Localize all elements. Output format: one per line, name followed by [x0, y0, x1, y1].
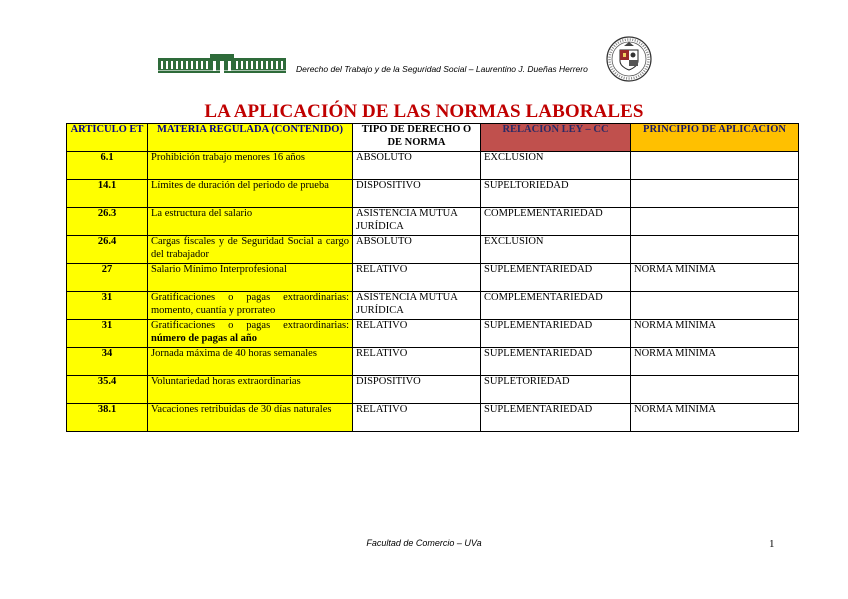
cell-articulo: 26.4	[67, 236, 148, 264]
table-row	[67, 348, 799, 376]
cell-materia	[148, 264, 353, 292]
cell-principio: NORMA MÍNIMA	[631, 404, 799, 432]
cell-tipo: ASISTENCIA MUTUA JURÍDICA	[353, 292, 481, 320]
table-row	[67, 404, 799, 432]
table-row	[67, 292, 799, 320]
page-number: 1	[769, 538, 775, 550]
cell-articulo: 38.1	[67, 404, 148, 432]
cell-materia	[148, 292, 353, 320]
cell-articulo: 31	[67, 320, 148, 348]
cell-articulo: 31	[67, 292, 148, 320]
cell-tipo: DISPOSITIVO	[353, 376, 481, 404]
header-materia: MATERIA REGULADA (CONTENIDO)	[148, 124, 353, 152]
cell-articulo: 26.3	[67, 208, 148, 236]
cell-relacion: SUPLEMENTARIEDAD	[481, 348, 631, 376]
cell-materia	[148, 348, 353, 376]
materia-text: Salario Mínimo Interprofesional	[151, 264, 287, 275]
cell-tipo: ASISTENCIA MUTUA JURÍDICA	[353, 208, 481, 236]
cell-articulo: 34	[67, 348, 148, 376]
cell-tipo: ABSOLUTO	[353, 236, 481, 264]
header-articulo: ARTÍCULO ET	[67, 124, 148, 152]
cell-relacion: SUPLEMENTARIEDAD	[481, 264, 631, 292]
cell-relacion: COMPLEMENTARIEDAD	[481, 208, 631, 236]
cell-relacion: EXCLUSIÓN	[481, 236, 631, 264]
cell-tipo: RELATIVO	[353, 404, 481, 432]
cell-materia	[148, 180, 353, 208]
cell-materia	[148, 236, 353, 264]
cell-principio: NORMA MÍNIMA	[631, 320, 799, 348]
header-principio: PRINCIPIO DE APLICACIÓN	[631, 124, 799, 152]
header-relacion: RELACIÓN LEY – CC	[481, 124, 631, 152]
cell-relacion: SUPLEMENTARIEDAD	[481, 404, 631, 432]
table-row	[67, 236, 799, 264]
table-row	[67, 264, 799, 292]
materia-text: Prohibición trabajo menores 16 años	[151, 152, 305, 163]
materia-text: Límites de duración del periodo de prueba	[151, 180, 329, 191]
running-header: Derecho del Trabajo y de la Seguridad Social – Laurentino J. Dueñas Herrero	[296, 64, 588, 74]
footer-text: Facultad de Comercio – UVa	[366, 538, 482, 548]
materia-text: Gratificaciones o pagas extraordinarias: momento, cuantía y prorrateo	[151, 292, 349, 316]
cell-materia	[148, 376, 353, 404]
cell-tipo: RELATIVO	[353, 264, 481, 292]
normas-table	[66, 123, 799, 432]
header-tipo: TIPO DE DERECHO O DE NORMA	[353, 124, 481, 152]
materia-bold-text: número de pagas al año	[151, 332, 257, 344]
cell-materia	[148, 152, 353, 180]
materia-text: La estructura del salario	[151, 208, 253, 219]
cell-relacion: COMPLEMENTARIEDAD	[481, 292, 631, 320]
materia-text: Voluntariedad horas extraordinarias	[151, 376, 301, 387]
cell-tipo: RELATIVO	[353, 348, 481, 376]
cell-tipo: DISPOSITIVO	[353, 180, 481, 208]
university-seal-icon	[606, 36, 652, 82]
cell-relacion: SUPELTORIEDAD	[481, 180, 631, 208]
materia-text: Gratificaciones o pagas extraordinarias:	[151, 320, 349, 331]
cell-materia	[148, 404, 353, 432]
cell-principio	[631, 152, 799, 180]
building-facade-logo	[158, 54, 286, 73]
cell-relacion: SUPLETORIEDAD	[481, 376, 631, 404]
cell-principio	[631, 180, 799, 208]
cell-materia	[148, 208, 353, 236]
cell-principio	[631, 208, 799, 236]
cell-principio	[631, 376, 799, 404]
cell-articulo: 27	[67, 264, 148, 292]
cell-articulo: 6.1	[67, 152, 148, 180]
cell-principio: NORMA MÍNIMA	[631, 264, 799, 292]
materia-text: Jornada máxima de 40 horas semanales	[151, 348, 317, 359]
table-row	[67, 180, 799, 208]
table-row	[67, 208, 799, 236]
cell-principio: NORMA MÍNIMA	[631, 348, 799, 376]
table-header-row	[67, 124, 799, 152]
table-row	[67, 320, 799, 348]
cell-tipo: ABSOLUTO	[353, 152, 481, 180]
cell-articulo: 35.4	[67, 376, 148, 404]
materia-text: Vacaciones retribuidas de 30 días naturales	[151, 404, 332, 415]
page-title: LA APLICACIÓN DE LAS NORMAS LABORALES	[204, 101, 644, 122]
cell-materia	[148, 320, 353, 348]
table-row	[67, 152, 799, 180]
cell-principio	[631, 292, 799, 320]
cell-tipo: RELATIVO	[353, 320, 481, 348]
materia-text: Cargas fiscales y de Seguridad Social a cargo del trabajador	[151, 236, 349, 260]
table-row	[67, 376, 799, 404]
cell-relacion: EXCLUSIÓN	[481, 152, 631, 180]
cell-articulo: 14.1	[67, 180, 148, 208]
cell-relacion: SUPLEMENTARIEDAD	[481, 320, 631, 348]
cell-principio	[631, 236, 799, 264]
